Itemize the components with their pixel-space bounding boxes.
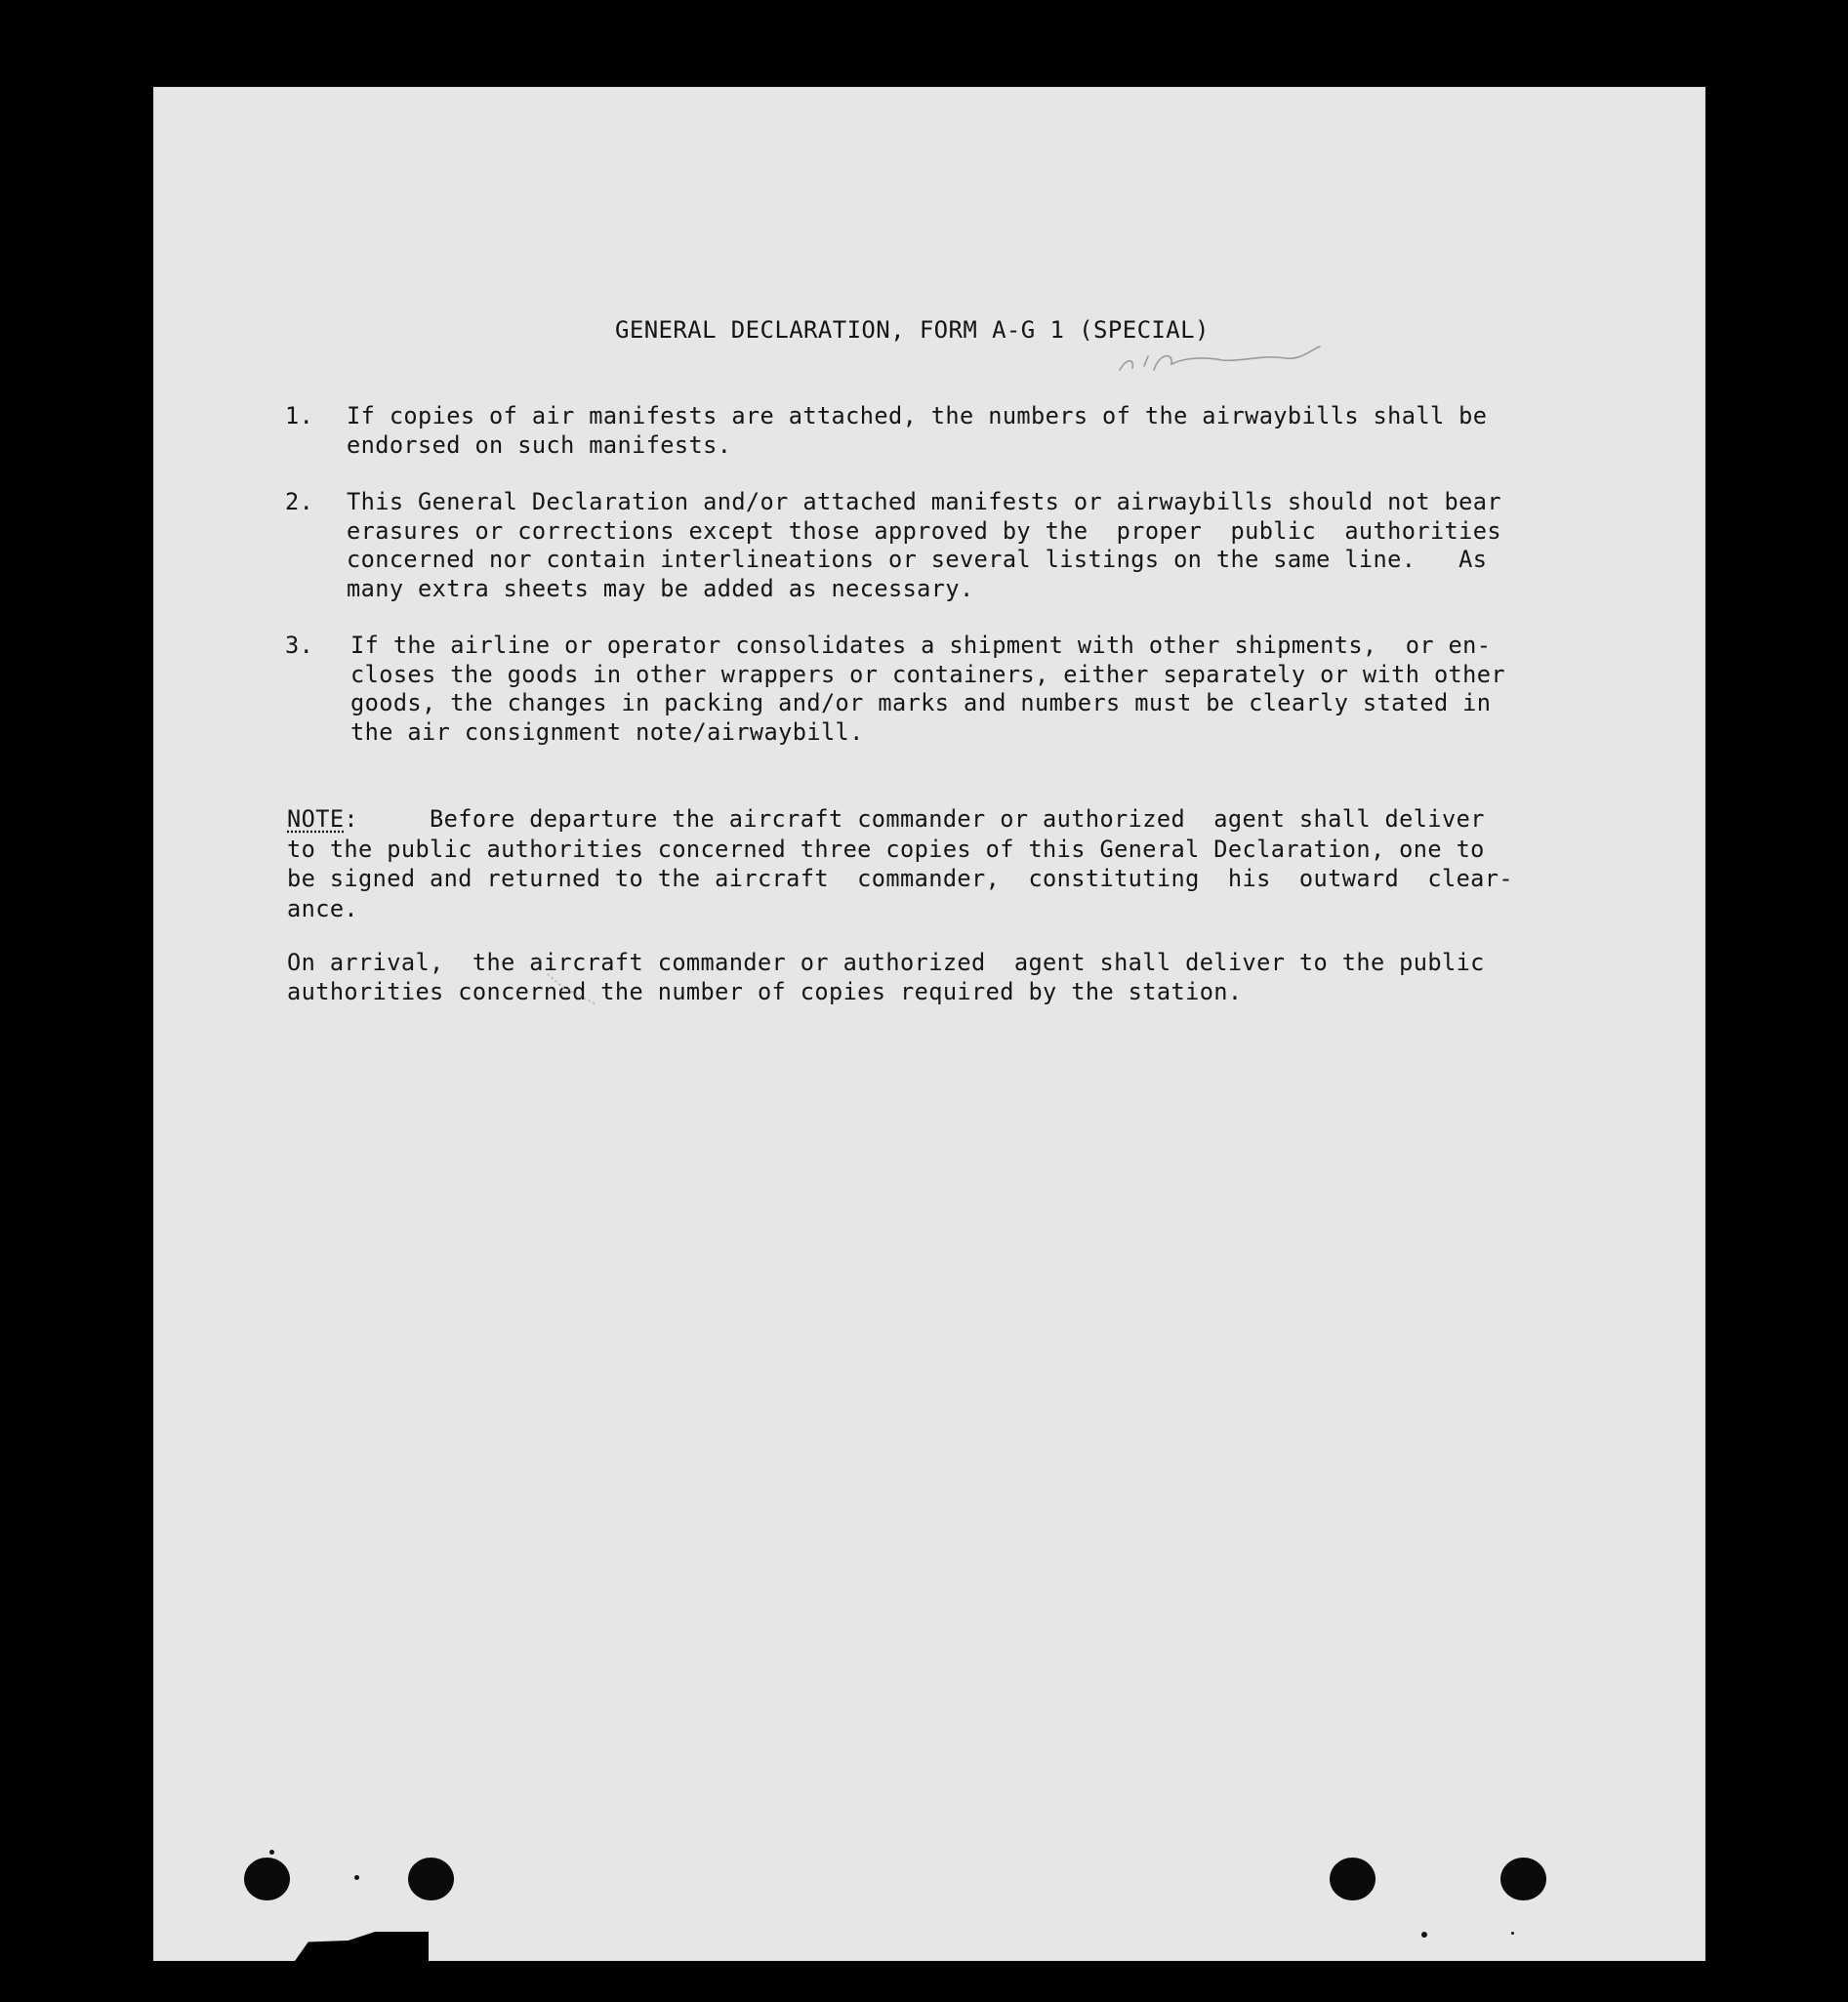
document-page: [153, 87, 1705, 1961]
dust-speck: [269, 1850, 274, 1855]
punch-hole: [408, 1858, 454, 1900]
punch-hole: [1330, 1858, 1376, 1900]
ink-smudge: [544, 970, 602, 1009]
item-line: If the airline or operator consolidates a shipment with other shipments, or en-: [350, 632, 1492, 659]
arrival-line: authorities concerned the number of copies required by the station.: [287, 978, 1243, 1005]
item-line: closes the goods in other wrappers or containers, either separately or with other: [350, 660, 1505, 688]
note-line: be signed and returned to the aircraft commander, constituting his outward clear-: [287, 865, 1513, 892]
document-title: GENERAL DECLARATION, FORM A-G 1 (SPECIAL): [615, 316, 1210, 344]
note-line: ance.: [287, 894, 359, 922]
arrival-paragraph: [287, 948, 1485, 1006]
note-line-text: : Before departure the aircraft commander or authorized agent shall deliver: [344, 805, 1485, 833]
item-line: goods, the changes in packing and/or marks and numbers must be clearly stated in: [350, 689, 1492, 716]
item-line: the air consignment note/airwaybill.: [350, 717, 864, 746]
item-text: [347, 488, 1501, 603]
note-line: [287, 804, 1513, 835]
arrival-line: On arrival, the aircraft commander or authorized agent shall deliver to the public: [287, 949, 1485, 976]
item-line: If copies of air manifests are attached, the numbers of the airwaybills shall be: [347, 402, 1488, 429]
punch-hole: [1500, 1858, 1546, 1900]
item-number: 3.: [285, 632, 314, 659]
list-item: [285, 632, 1574, 749]
item-text: [347, 402, 1487, 460]
torn-corner: [295, 1932, 429, 1961]
dust-speck: [1421, 1932, 1427, 1938]
item-number: 2.: [285, 488, 314, 515]
item-line: erasures or corrections except those approved by the proper public authorities: [347, 516, 1501, 545]
note-paragraph: [287, 804, 1513, 923]
dust-speck: [354, 1875, 359, 1880]
note-label: NOTE: [287, 805, 345, 833]
item-line: This General Declaration and/or attached manifests or airwaybills should not bear: [347, 488, 1501, 515]
item-number: 1.: [285, 402, 314, 429]
dust-speck: [1511, 1932, 1514, 1935]
item-line: many extra sheets may be added as necessary.: [347, 574, 974, 602]
note-line: to the public authorities concerned three copies of this General Declaration, one to: [287, 835, 1485, 863]
list-item: [285, 402, 1574, 461]
item-line: concerned nor contain interlineations or several listings on the same line. As: [347, 546, 1488, 573]
item-line: endorsed on such manifests.: [347, 430, 732, 459]
pencil-scribble: [1115, 341, 1330, 380]
item-text: [350, 632, 1505, 747]
list-item: [285, 488, 1574, 605]
punch-hole: [244, 1858, 290, 1900]
